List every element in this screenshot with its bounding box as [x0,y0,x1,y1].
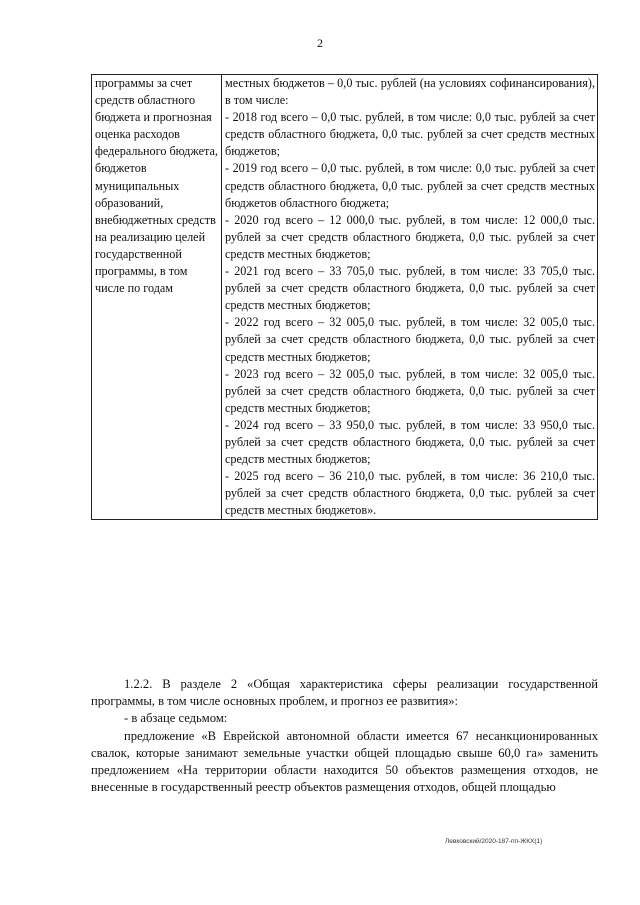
table-row [92,75,598,520]
funding-2018: - 2018 год всего – 0,0 тыс. рублей, в том числе: 0,0 тыс. рублей за счет средств областного бюджета, 0,0 тыс. рублей за счет средств местных бюджетов; [225,110,595,159]
funding-2022: - 2022 год всего – 32 005,0 тыс. рублей, в том числе: 32 005,0 тыс. рублей за счет средств областного бюджета, 0,0 тыс. рублей за счет средств местных бюджетов; [225,315,595,364]
clause-item: - в абзаце седьмом: [124,711,228,726]
funding-paragraph: местных бюджетов – 0,0 тыс. рублей (на условиях софинансирования), в том числе: [225,76,595,108]
table-cell-funding [222,75,598,520]
document-reference: Левковский/2020-187-пп-ЖКХ(1) [445,838,543,845]
funding-2025: - 2025 год всего – 36 210,0 тыс. рублей, в том числе: 36 210,0 тыс. рублей за счет средств областного бюджета, 0,0 тыс. рублей за счет средств местных бюджетов». [225,469,595,518]
funding-2021: - 2021 год всего – 33 705,0 тыс. рублей, в том числе: 33 705,0 тыс. рублей за счет средств областного бюджета, 0,0 тыс. рублей за счет средств местных бюджетов; [225,264,595,313]
funding-2019: - 2019 год всего – 0,0 тыс. рублей, в том числе: 0,0 тыс. рублей за счет средств областного бюджета, 0,0 тыс. рублей за счет средств местных бюджетов областного бюджета; [225,161,595,210]
program-passport-table [91,74,598,520]
clause-1-2-2: 1.2.2. В разделе 2 «Общая характеристика сферы реализации государственной программы, в том числе основных проблем, и прогноз ее развития»: [91,677,598,709]
page-number: 2 [317,36,323,50]
funding-2023: - 2023 год всего – 32 005,0 тыс. рублей, в том числе: 32 005,0 тыс. рублей за счет средств областного бюджета, 0,0 тыс. рублей за счет средств местных бюджетов; [225,366,595,415]
funding-2020: - 2020 год всего – 12 000,0 тыс. рублей, в том числе: 12 000,0 тыс. рублей за счет средств областного бюджета, 0,0 тыс. рублей за счет средств местных бюджетов; [225,212,595,261]
table-cell-heading: программы за счет средств областного бюджета и прогнозная оценка расходов федерального бюджета, бюджетов муниципальных образований, внебюджетных средств на реализацию целей государственной программы, в том числе по годам [92,75,222,520]
clause-replacement: предложение «В Еврейской автономной области имеется 67 несанкционированных свалок, которые занимают земельные участки общей площадью свыше 60,0 га» заменить предложением «На территории области находится 50 объектов размещения отходов, не внесенные в государственный реестр объектов размещения отходов, общей площадью [91,728,598,795]
body-text [91,676,598,796]
funding-2024: - 2024 год всего – 33 950,0 тыс. рублей, в том числе: 33 950,0 тыс. рублей за счет средств областного бюджета, 0,0 тыс. рублей за счет средств местных бюджетов; [225,417,595,467]
